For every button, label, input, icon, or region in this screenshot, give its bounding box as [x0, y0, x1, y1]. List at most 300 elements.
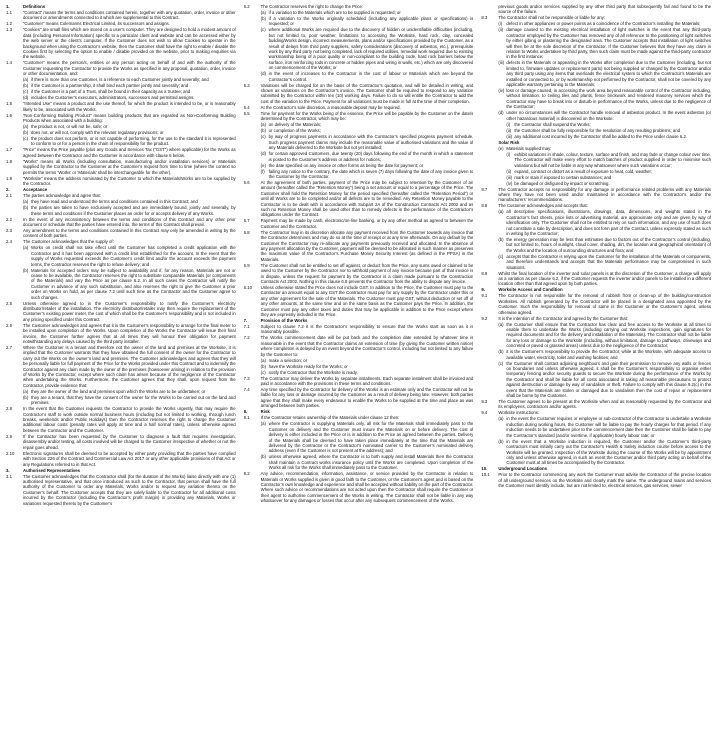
clause-text: Works on credit shall not take effect until the Customer has completed a credit application with the Contractor and it has been approved with a credit limit established for the account. In the event that the supply of Works requested exceeds the Customer’s credit limit and/or the account exceeds the payment terms, the Contractor reserves the right to refuse delivery; and	[31, 245, 236, 267]
clause-text: notify the Contractor that the Worksite is ready.	[268, 369, 358, 375]
clause	[481, 203, 711, 208]
clause	[481, 316, 711, 321]
clause-text: previous goods and/or services supplied by any other third party that subsequently fail and found to be the source of the failure.	[498, 4, 712, 15]
clause	[6, 113, 236, 124]
clause-number: 10.1	[481, 472, 490, 478]
clause-number: (b)	[260, 16, 266, 21]
clause-text: The Customer acknowledges and accepts that:	[498, 203, 588, 209]
clause	[481, 152, 711, 168]
clause-text: The Contractor shall not be responsible or liable for any:	[498, 15, 606, 21]
clause	[6, 89, 236, 94]
clause	[244, 370, 474, 375]
clause	[244, 421, 474, 453]
clause-text: any additional cost incurred by the Contractor shall be added to the Price under clause 6.2.	[514, 133, 688, 139]
clause-text: if the Customer is a part of a Trust, shall be bound in their capacity as a trustee; and	[31, 89, 191, 95]
clause-text: In the event of any inconsistency between the terms and conditions of this Contract and any other prior document or schedule that the parties have entered into, the terms of this Contract shall prevail.	[23, 216, 236, 227]
clause-text: the date specified on any invoice or other forms as being the date for payment; or	[268, 162, 424, 168]
clause-number: (a)	[260, 357, 266, 363]
clause	[481, 472, 711, 488]
clause-number: 1.9	[6, 175, 12, 181]
clause-text: If the Contractor retains ownership of the Materials under clause 12 then:	[260, 415, 400, 421]
clause	[244, 358, 474, 363]
clause	[6, 136, 236, 147]
heading-text: Risk	[260, 409, 270, 415]
clause-number: 3.1	[6, 473, 12, 479]
clause-number: (iv)	[498, 88, 505, 94]
clause-number: 2.4	[6, 239, 12, 245]
clause-number: 3.	[6, 467, 10, 473]
clause-number: 8.3	[481, 15, 488, 21]
clause-text: “Works” means all Works (including consultation, manufacturing and/or installation services) or Materials supplied by the Contractor to the Customer at the Customer’s request from time to time (where the context so permits the terms ‘Works’ or ‘Materials’ shall be interchangeable for the other).	[23, 158, 236, 175]
clause	[6, 268, 236, 300]
clause-number: 2.9	[6, 433, 12, 439]
clause-text: Worksite instructions:	[498, 410, 540, 416]
clause-number: (a)	[260, 10, 266, 15]
clause-number: 8.	[243, 409, 248, 415]
clause	[481, 187, 711, 203]
clause-number: (ii)	[498, 27, 504, 33]
clause-number: (a)	[260, 122, 266, 128]
clause-number: 9.1	[481, 293, 488, 299]
clause-number: (e)	[498, 145, 504, 151]
clause	[244, 134, 474, 150]
clause	[6, 239, 236, 244]
clause-number: 9.	[481, 287, 485, 293]
clause-number: 7.4	[243, 387, 250, 393]
clause-number: (ii)	[506, 168, 512, 174]
clause	[6, 159, 236, 175]
clause-number: (b)	[260, 454, 266, 460]
clause-text: if the Customer is a partnership, it shall bind each partner jointly and severally; and	[31, 83, 189, 89]
clause-text: Electronic signatures shall be deemed to be accepted by either party providing that the parties have complied with Section 226 of the Contract and Commercial Law Act 2017 or any other applicable provisions of that Act or any Regulations referred to in that Act.	[23, 450, 236, 467]
clause-number: 7.1	[243, 324, 250, 330]
clause-number: (c)	[260, 27, 266, 33]
clause	[481, 110, 711, 121]
clause-number	[481, 4, 498, 15]
clause-text: The parties acknowledge and agree that:	[23, 193, 101, 199]
clause-text: where the Contractor is supplying Materials only, all risk for the Materials shall immediately pass to the Customer on delivery and the Customer must insure the Materials on or before delivery. The cost of delivery is either included in the Price or is in addition to the Price as agreed between the parties. Delivery of the Materials shall be deemed to have taken place immediately at the time that the Materials are delivered by the Contractor or the Contractor’s nominated carrier to the Customer’s nominated delivery address (even if the Customer is not present at the address); and	[268, 421, 474, 454]
clause-number: 2.10	[6, 450, 15, 456]
clause-number: 8.7	[481, 186, 488, 192]
clause-number: 8.1	[243, 415, 250, 421]
clause-text: Materials supplied may:	[506, 145, 552, 151]
clause-number: (d)	[498, 110, 504, 116]
clause	[6, 217, 236, 228]
clause	[6, 451, 236, 467]
clause-text: The Works commencement date will be put back and the completion date extended by whatever time is reasonable in the event that the Contractor claims an extension of time (by giving the Customer written notice) where completion is delayed by an event beyond the Contractor’s control, including but not limited to any failure by the Customer to:	[260, 335, 474, 357]
clause-number: (a)	[23, 124, 29, 130]
clause-number: (b)	[23, 205, 29, 211]
clause-text: on delivery of the Materials;	[268, 122, 322, 128]
clause-text: they are the owner of the land and premises upon which the Works are to be undertaken; or	[31, 388, 206, 394]
clause-number: 1.7	[6, 147, 12, 153]
clause-text: defect in other appliances or power points as a coincidence of the Contractor’s installing the Materials;	[506, 21, 701, 27]
clause-number: 6.10	[243, 285, 253, 290]
clause-number: (c)	[260, 369, 266, 375]
clause	[481, 88, 711, 110]
clause-number: (b)	[498, 349, 504, 355]
clause	[244, 324, 474, 335]
clause-number: 8.9	[481, 270, 488, 276]
clause-text: “Contract” means the terms and conditions contained herein, together with any quotation, order, invoice or other document or amendments connected to it which are supplemental to this Contract.	[23, 10, 236, 21]
clause	[244, 230, 474, 262]
clause-text: If the Contractor has been requested by the Customer to diagnose a fault that requires investigation, disassembly and/or testing, all costs involved will be charged to the Customer irrespective of whether or not the repair goes ahead.	[23, 433, 236, 450]
clause-text: the parties are taken to have exclusively accepted and are immediately bound, jointly and severally, by these terms and conditions if the Customer places an order for or accepts delivery of any Works.	[31, 205, 236, 216]
clause-text: accepts that the Contractor is relying upon the Customer for the installation of the Materials or components, and therefore understands and accepts that the Materials performance may be compromised in such situations.	[506, 253, 712, 270]
clause-number: (b)	[23, 267, 29, 273]
clause-number: (b)	[498, 236, 504, 242]
column-left	[6, 4, 236, 739]
clause-text: expand, contract or distort as a result of exposure to heat, cold, weather;	[514, 168, 653, 174]
clause-number: 2.	[6, 187, 10, 193]
clause-text: under no circumstances will the Contractor handle removal of asbestos product. In the event asbestos (or other hazardous material) is discovered on the Worksite:	[506, 110, 712, 121]
clause	[481, 175, 711, 180]
clause	[481, 410, 711, 415]
clause	[6, 95, 236, 100]
clause	[6, 21, 236, 26]
clause	[244, 111, 474, 122]
section-heading	[481, 466, 711, 471]
clause	[481, 237, 711, 253]
clause-text: the Customer shall contact adjoining neighbours and gain their permission to remove any walls or fences on boundaries and unless otherwise agreed, it shall be the Customer’s responsibility to organise either temporary fencing and/or security guards to secure the Worksite during the performance of the Works by the Contractor and shall be liable for all costs associated in taking all reasonable precautions to protect against destruction or damage by way of vandalism or theft. Failure to comply with this clause 9.2(c) in the event that the Materials are stolen or damaged due to vandalism then the cost of repair or replacement shall be borne by the Customer.	[506, 360, 712, 399]
section-heading	[6, 4, 236, 9]
clause-text: all descriptive specifications, illustrations, drawings, data, dimensions, and weights stated in the Contractor’s fact sheets, price lists or advertising material, are approximate only and are given by way of identification only. The Customer shall not be entitled to rely on such information, and any use of such does not constitute a sale by description, and does not form part of the Contract, unless expressly stated as such in writing by the Contractor;	[506, 209, 712, 236]
clause	[6, 77, 236, 82]
clause	[6, 345, 236, 388]
clause	[481, 146, 711, 151]
clause	[6, 406, 236, 433]
clause	[6, 27, 236, 59]
clause-text: Materials for accepted orders may be subject to availability and if, for any reason, Materials are not or cease to be available, the Contractor reserves the right to substitute comparable Materials (or components of the Materials) and vary the Price as per clause 6.2. In all such cases the Contractor will notify the Customer in advance of any such substitution, and also reserves the right to give the Customer a prior order on Works on hold, as per clause 7.2 until such time as the Contractor and the Customer agree to such changes.	[31, 267, 236, 300]
clause	[481, 254, 711, 270]
clause-text: does not, or will not, comply with the relevant regulatory provisions; or	[31, 130, 164, 136]
clause-text: by way of progress payments in accordance with the Contractor’s specified progress payment schedule. Such progress payment claims may include the reasonable value of authorised variations and the value of any Materials delivered to the Worksite but not yet installed;	[268, 134, 474, 151]
clause-text: if there is more than one Customer, is a reference to each Customer jointly and severally; and	[31, 77, 209, 83]
clause-text: Subject to clause 7.2 it is the Contractor’s responsibility to ensure that the Works start as soon as it is reasonably possible.	[260, 324, 474, 335]
clause	[244, 415, 474, 420]
clause	[244, 128, 474, 133]
clause-number: 1.	[6, 4, 10, 9]
clause	[481, 271, 711, 287]
clause	[6, 10, 236, 21]
clause-text: defects in the Materials or appearing in the Works after completion due to the Customer (including, but not limited to, firmware updates or replacement parts) not being supplied or changed by the Contractor and/or any third party using any items that overloads the electrical system to which the Contractor’s Materials are installed or connected to, or by workmanship not performed by the Contractor, shall not be covered by any applicable warranty pertaining to the Materials;	[506, 60, 712, 88]
clause-number: 9.3	[481, 399, 488, 405]
clause-text: “Customer” means Colemanns Electrical Limited, its successors and assigns.	[23, 21, 170, 27]
clause-text: The Contractor may deliver the Works by separate instalments. Each separate instalment shall be invoiced and paid in accordance with the provisions in these terms and conditions.	[260, 375, 474, 387]
clause-number: (a)	[23, 245, 29, 251]
clause-number: (a)	[260, 421, 266, 427]
clause-number: 6.3	[243, 82, 250, 88]
clause-text: Variations will be charged for on the basis of the Contractor’s quotation, and will be detailed in writing, and shown as variations on the Contractor’s invoice. The Customer shall be required to respond to any variation submitted by the Contractor within ten (10) working days. Failure to do so will entitle the Contractor to add the cost of the variation to the Price. Payment for all variations must be made in full at the time of their completion.	[260, 82, 474, 104]
clause	[481, 27, 711, 59]
clause-text: The Customer acknowledges and agrees that it is the Customer’s responsibility to arrange for the final meter to be installed upon completion of the Works. Upon completion of the Works the Contractor will issue their final invoice, the Customer further agrees that at all times they will honour their obligation for payment notwithstanding any delays caused by the third party installer.	[23, 322, 236, 344]
clause-text: where additional Works are required due to the discovery of hidden or unidentifiable difficulties (including, but not limited to, poor weather, limitations to accessing the Worksite, hard rock, clay, concealed building/Works design, incorrect measurements, plans and/or specifications provided by the Customer, as a result of delays from third party suppliers, safety considerations (discovery of asbestos, etc.), prerequisite work by any third party not being completed, lack of required utilities, remedial work required due to existing workmanship being of a poor quality or non-compliant to the building code, hard rock barriers below the surface, iron reinforcing rods in concrete or hidden pipes and wiring in walls, etc.) which are only discovered on commencement of the Works; or	[268, 27, 474, 71]
clause-text: Unless otherwise stated the Price does not include GST. In addition to the Price, the Customer must pay to the Contractor an amount equal to any GST the Contractor must pay for any supply by the Contractor under this or any other agreement for the sale of the Materials. The Customer must pay GST, without deduction or set off of any other amounts, at the same time and on the same basis as the Customer pays the Price. In addition, the Customer must pay any other taxes and duties that may be applicable in addition to the Price except where they are expressly included in the Price.	[260, 285, 474, 318]
clause-number: (b)	[260, 128, 266, 134]
clause-number: (d)	[23, 95, 29, 101]
clause	[6, 130, 236, 135]
clause	[244, 16, 474, 27]
clause-number: 6.5	[243, 110, 250, 116]
clause	[481, 209, 711, 236]
clause-number: 2.7	[6, 345, 12, 350]
three-column-layout	[6, 4, 711, 739]
clause-number: 7.	[243, 318, 248, 324]
clause	[6, 245, 236, 267]
clause-text: failing any notice to the contrary, the date which is seven (7) days following the date of any invoice given to the Customer by the Contractor.	[268, 168, 474, 179]
clause	[244, 471, 474, 503]
clause-number: 1.6	[6, 112, 12, 118]
clause-number: (a)	[498, 321, 504, 327]
clause-number: (b)	[23, 83, 29, 89]
clause-text: Where the Customer is a tenant and therefore not the owner of the land and premises at the Worksite, it is implied that the Customer warrants that they have obtained the full consent of the owner for the Contractor to carry out the Works on the owner’s land and premises. The Customer acknowledges and agrees that they will be personally liable for full payment of the Price for the Works provided under this Contract and to indemnify the Contractor against any claim made by the owner of the premises (howsoever arising) in relation to the provision of Works by the Contractor, except where such claim has arisen because of the negligence of the Contractor when undertaking the Works. Furthermore, the Customer agrees that they shall, upon request from the Contractor, provide evidence that:	[23, 345, 236, 388]
section-heading	[481, 287, 711, 292]
section-heading	[6, 187, 236, 192]
heading-text: Underground Locations	[498, 466, 548, 472]
clause	[6, 389, 236, 394]
clause-text: It is the intention of the Contractor and agreed by the Customer that:	[498, 315, 629, 321]
clause-number: 7.3	[243, 375, 250, 381]
clause-number: (iii)	[506, 133, 513, 139]
clause	[244, 83, 474, 105]
clause	[481, 361, 711, 399]
clause-text: Time for payment for the Works being of the essence, the Price will be payable by the Customer on the date/s determined by the Contractor, which may be:	[260, 110, 474, 122]
clause	[6, 474, 236, 506]
clause-number: 6.9	[243, 262, 250, 268]
clause	[481, 439, 711, 466]
clause-text: they have read and understood the terms and conditions contained in this Contract; and	[31, 199, 198, 205]
clause-number: 10.	[481, 466, 488, 472]
clause	[244, 376, 474, 387]
clause-number: (a)	[498, 209, 504, 215]
clause-number: (d)	[260, 71, 266, 77]
heading-text: Worksite Access and Condition	[498, 287, 563, 293]
clause-text: the Contractor shall suspend the Works;	[514, 121, 591, 127]
clause-text: the Customer shall ensure that the Contractor has clear and free access to the Worksite at all times to enable them to undertake the Works (including carrying out Worksite inspections, gain signatures for required documents and for the delivery and installation of the Materials). The Contractor shall not be liable for any loss or damage to the Worksite (including, without limitation, damage to pathways, driveways and concreted or paved or grassed areas) unless due to the negligence of the Contractor;	[506, 321, 712, 349]
clause	[244, 10, 474, 15]
section-heading	[244, 409, 474, 414]
clause-number: 1.1	[6, 10, 12, 15]
clause	[244, 122, 474, 127]
clause	[244, 4, 474, 9]
clause	[481, 140, 711, 145]
clause-text: Unless otherwise agreed to in the Customer’s responsibility to notify the Customer’s electricity distributor/retailer of the installation. The electricity distributor/retailer may then require the replacement of the Customer’s existing power meter, the cost of which shall be the Customer’s responsibility and is not included in any pricing specified under this Contract.	[23, 300, 236, 322]
clause	[244, 285, 474, 317]
clause-text: “Cookies” are small files which are stored on a user’s computer. They are designed to hold a modest amount of data (including Personal Information) specific to a particular client and website and can be accessed either by the web server or the client’s computer. If the Customer does not wish to allow Cookies to operate in the background when using the Contractor’s website, then the Customer shall have the right to enable / disable the Cookies first by selecting the option to enable / disable provided on the website, prior to making enquiries via the website.	[23, 27, 236, 60]
clause	[6, 199, 236, 204]
clause	[244, 454, 474, 470]
clause	[6, 323, 236, 345]
clause	[244, 163, 474, 168]
clause-number: (e)	[260, 162, 266, 168]
clause-number: (a)	[23, 199, 29, 205]
clause-number: (d)	[260, 151, 266, 157]
clause-text: The Customer agrees to be present at the Worksite when and as reasonably requested by the Contractor and its employees, contractors and/or agents.	[498, 399, 712, 410]
clause	[244, 27, 474, 70]
clause-number: 6.7	[243, 218, 250, 224]
clause	[244, 180, 474, 218]
clause-text: be damaged or disfigured by impact or scratching.	[514, 180, 610, 186]
clause-number	[481, 140, 498, 145]
clause-number: 8.8	[481, 203, 488, 209]
clause-number: 1.4	[6, 60, 12, 66]
clause-text: Whilst the final location of the inverter and solar panels is at the discretion of the Customer, a charge will apply as a variation as per clause 6.2, if the Customer requests the inverter and/or panels to be installed in a different location other than that agreed upon by both parties.	[498, 270, 712, 287]
clause-text: unless otherwise agreed, where the Contractor is to both supply and install Materials then the Contractor shall maintain a Contract works insurance policy until the Works are completed. Upon completion of the Works all risk for the Works shall immediately pass to the Customer.	[268, 454, 474, 471]
clause-text: Any time specified by the Contractor for delivery of the Works is an estimate only and the Contractor will not be liable for any loss or damage incurred by the Customer as a result of delivery being late. However, both parties agree that they shall make every endeavour to enable the Works to be supplied at the time and place as was arranged between both parties.	[260, 387, 474, 409]
clause	[6, 83, 236, 88]
heading-text: Definitions	[23, 4, 46, 9]
clause-text: have the Worksite ready for the Works; or	[268, 363, 348, 369]
clause	[244, 71, 474, 82]
clause-text: mark or stain if exposed to certain substances; and	[514, 174, 612, 180]
clause-text: in the event the Customer requires or employee or sub-contractor of the Contractor to undertake a Worksite induction during working hours, the Customer will be liable to pay the hourly charges for that period. If any induction needs to be undertaken prior to the commencement date then the Customer shall be liable to pay the Contractor’s standard (and/or overtime, if applicable) hourly labour rate; or	[506, 416, 712, 438]
clause	[244, 335, 474, 357]
clause-text: “Non-Conforming Building Product” means building products that are regarded as Non-Conforming Building Products when associated with a building:	[23, 112, 236, 124]
clause-number: 6.4	[243, 104, 250, 110]
clause	[6, 228, 236, 239]
clause	[481, 416, 711, 438]
clause-number: 7.2	[243, 335, 250, 341]
clause	[481, 349, 711, 360]
clause-number: (a)	[23, 388, 29, 394]
clause	[6, 395, 236, 406]
clause-text: the energy generation may be less than estimates due to factors out of the Contractor’s control (including, but not limited to, hours of sunlight, cloud cover, shading, dirt, the location and geographical orientation) of the Works and the location of surrounding structures and flora; and	[506, 236, 712, 253]
clause-text: The Customer acknowledges that the supply of:	[23, 239, 114, 245]
clause-text: damage caused to the existing electrical installation of light switches in the event that any third-party contractor employed by the Customer has removed any of all reference to the positioning of light switches by either gibing or plastering the designated area. The Customer accepts that installation of light switches will then be at the sole discretion of the Contractor. If the Customer believes that they have any claim in relation to Works undertaken by third party, then such claim must be made against the third-party contractor in the first instance;	[506, 27, 712, 60]
clause-number: 6.8	[243, 229, 250, 235]
clause-text: in the event that a Worksite induction is required, the Customer and/or the Customer’s third-party contractors must initially carry out the Contractor’s Health & Safety induction course before access to the Worksite will be granted. Inspection of the Worksite during the course of the Works will be by appointment only and unless otherwise agreed, in such an event the Customer and/or third party acting on behalf of the Customer must at all times be accompanied by the Contractor.	[506, 438, 712, 466]
clause-number: (i)	[506, 151, 511, 157]
clause-number: 1.3	[6, 27, 12, 33]
clause-number: 2.2	[6, 216, 12, 222]
clause-text: the product is not, or will not be, safe; or	[31, 124, 108, 130]
clause-text: The Contractor reserves the right to change the Price:	[260, 4, 364, 9]
clause-number: 2.1	[6, 193, 12, 199]
clause	[481, 169, 711, 174]
clause-number: 2.6	[6, 322, 12, 328]
clause-number: 6.6	[243, 179, 250, 185]
clause-number: (b)	[23, 394, 29, 400]
clause	[6, 101, 236, 112]
clause-number: (iv)	[506, 180, 513, 186]
clause	[244, 105, 474, 110]
clause-text: “Intended Use” means a product and the use thereof, for which the product is intended to be, or is reasonably likely to be, associated with the Works.	[23, 101, 236, 112]
clause-number: (c)	[498, 253, 504, 259]
column-right	[481, 4, 711, 739]
clause	[481, 134, 711, 139]
column-middle	[244, 4, 474, 739]
section-heading	[244, 318, 474, 323]
clause-number: (a)	[23, 77, 29, 83]
heading-text: Provision of the Works	[260, 318, 308, 324]
clause	[6, 434, 236, 450]
clause-text: exhibit variations in shade, colour, texture, surface and finish, and may fade or change colour over time. The Contractor will make every effort to match batches of product supplied in order to minimise such variations but will not be liable in any way whatsoever where such variations occur;	[514, 151, 712, 168]
clause-text: Any amendment to the terms and conditions contained in this Contract may only be amended in writing by the consent of both parties.	[23, 227, 236, 239]
heading-text: Authorised Representatives	[23, 467, 81, 473]
clause-number: (b)	[260, 363, 266, 369]
clause-number: 9.2	[481, 315, 488, 321]
clause-number: (c)	[498, 360, 504, 366]
clause-text: Solar Risk	[498, 139, 520, 145]
clause-text: “Price” means the Price payable (plus any Goods and Services Tax (“GST”) where applicable) for the Works as agreed between the Contractor and the Customer in accordance with clause 6 below.	[23, 147, 236, 158]
clause-number: (iii)	[506, 174, 513, 180]
clause	[481, 60, 711, 87]
clause	[244, 387, 474, 409]
clause-text: the product does not perform, or is not capable of performing, for the use to the standard it is represented to conform to or for a person in the chain of responsibility for the product.	[31, 136, 236, 147]
clause-number: (i)	[498, 21, 503, 27]
clause	[481, 293, 711, 315]
clause-text: loss or damage caused, in accessing the work area beyond reasonable control of the Contractor including, without limitation, to ceiling tiles and plants, fence brickwork and rendered masonry services which the Contractor may have to break into or disturb in performance of the Works, unless due to the negligence of the Contractor;	[506, 88, 712, 110]
clause-number: 2.3	[6, 227, 12, 233]
clause-text: if a variation to the Materials which are to be supplied is requested; or	[268, 10, 401, 15]
clause	[6, 301, 236, 323]
clause-text: it is the Customer’s responsibility to provide the Contractor, while at the Worksite, with adequate access to available water, electricity, toilet and washing facilities; and	[506, 349, 712, 360]
clause	[6, 193, 236, 198]
clause	[481, 322, 711, 349]
clause	[481, 21, 711, 26]
clause-text: “Worksite” means the address nominated by the Customer to which the Materials/Works are to be supplied by the Contractor.	[23, 175, 236, 187]
clause	[6, 147, 236, 158]
clause	[6, 124, 236, 129]
clause-text: or completion of the Works;	[268, 128, 321, 134]
clause-number: 6.2	[243, 4, 250, 9]
clause	[244, 364, 474, 369]
clause-text: The Contractor may in its discretion allocate any payment received from the Customer towards any invoice that the Contractor determines and may do so at the time of receipt or at any time afterwards. On any default by the Customer the Contractor may re-allocate any payments previously received and allocated. In the absence of any payment allocation by the Customer, payment will be deemed to be allocated in such manner as preserves the maximum value of the Contractor’s Purchase Money Security Interest (as defined in the PPSA) in the Materials.	[260, 229, 474, 262]
clause-text: for certain approved Customers, due twenty (20) days following the end of the month in which a statement is posted to the Customer’s address or address for notices;	[268, 151, 474, 162]
clause-number: (iii)	[498, 60, 505, 66]
clause-number: (c)	[23, 136, 29, 142]
clause-text: they are a tenant, that they have the consent of the owner for the Works to be carried out on the land and premises.	[31, 394, 236, 406]
clause-text: The Customer acknowledges that the Contractor shall (for the duration of the Works) liaise directly with one (1) authorised representative, and that once introduced as such to the Contractor, that person shall have the full authority of the Customer to order any Materials, Works and/or to request any variation thereto on the Customer’s behalf. The Customer accepts that they are solely liable to the Contractor for all additional costs incurred by the Contractor (including the Contractor’s profit margin) in providing any Materials, Works or variations requested thereto by the Customer’s	[23, 473, 236, 506]
clause-text: in the event of increases to the Contractor in the cost of labour or Materials which are beyond the Contractor’s control.	[268, 71, 474, 82]
clause-number: 2.5	[6, 300, 12, 306]
clause	[244, 263, 474, 285]
clause-number: (a)	[498, 416, 504, 422]
clause-text: In the event that the Customer requests the Contractor to provide the Works urgently, that may require the Contractor’s staff to work outside normal business hours (including but not limited to working, through lunch breaks, weekends and/or Public Holidays) then the Contractor reserves the right to charge the Customer additional labour costs (penalty rates will apply at time and a half normal rates), unless otherwise agreed between the Contractor and the Customer.	[23, 406, 236, 433]
clause	[481, 15, 711, 20]
clause	[481, 4, 711, 15]
clause	[6, 176, 236, 187]
clause	[481, 181, 711, 186]
heading-text: Acceptance	[23, 187, 48, 193]
clause-text: The Customer shall not be entitled to set off against, or deduct from the Price, any sums owed or claimed to be owed to the Customer by the Contractor nor to withhold payment of any invoice because part of that invoice is in dispute, unless the request for payment by the Contractor is a claim made pursuant to the Construction Contracts Act 2002. Nothing in this clause 6.9 prevents the Contractor from the ability to dispute any invoice.	[260, 262, 474, 284]
clause	[481, 399, 711, 410]
section-heading	[6, 468, 236, 473]
clause	[244, 169, 474, 180]
clause-number: 1.5	[6, 101, 12, 107]
clause	[481, 122, 711, 127]
clause	[6, 205, 236, 216]
clause-text: Prior to the Contractor commencing any work the Customer must advise the Contractor of the precise location of all underground services on the Worksite and clearly mark the same. The underground mains and services the Customer must identify include, but are not limited to, electrical services, gas services, sewer	[498, 472, 712, 489]
clause-text: make a selection; or	[268, 357, 308, 363]
clause	[244, 218, 474, 229]
clause-number: 9.4	[481, 410, 488, 416]
clause-text: the Customer shall be fully responsible for the resolution of any resulting problems; and	[514, 127, 681, 133]
clause-number: (ii)	[506, 127, 512, 133]
clause-text: “Customer” means the person/s, entities or any person acting on behalf of and with the authority of the Customer requesting the Contractor to provide the Works as specified in any proposal, quotation, order, invoice or other documentation, and:	[23, 60, 236, 77]
clause-text: At the agreement of both parties, payment of the Price may be subject to retention by the Customer of an amount (hereafter called the “Retention Money”) being a set amount or equal to a percentage of the Price. The Customer shall hold the Retention Money for the period specified (hereafter called the “Retention Period”) or until all Works are to be completed and/or all defects are to be remedied. Any Retention Money payable to the Contractor is to be dealt with in accordance with Subpart 2A of the Construction Contracts Act 2002 and as such no Retention Money shall be used other than to remedy defects in the performance of the Contractor’s obligations under the Contract.	[260, 179, 474, 218]
clause	[244, 151, 474, 162]
clause-text: At the Contractor’s sole discretion, a reasonable deposit may be required.	[260, 104, 401, 110]
clause-number: (i)	[506, 121, 511, 127]
clause-number: (f)	[260, 168, 265, 174]
clause-text: Payment may be made by cash, electronic/on-line banking, or by any other method as agreed to between the Customer and the Contractor.	[260, 218, 474, 229]
clause-number: 2.8	[6, 406, 12, 412]
clause	[481, 128, 711, 133]
clause-number: 1.8	[6, 158, 12, 164]
clause-number: (b)	[498, 438, 504, 444]
clause-number: 8.2	[243, 471, 250, 477]
